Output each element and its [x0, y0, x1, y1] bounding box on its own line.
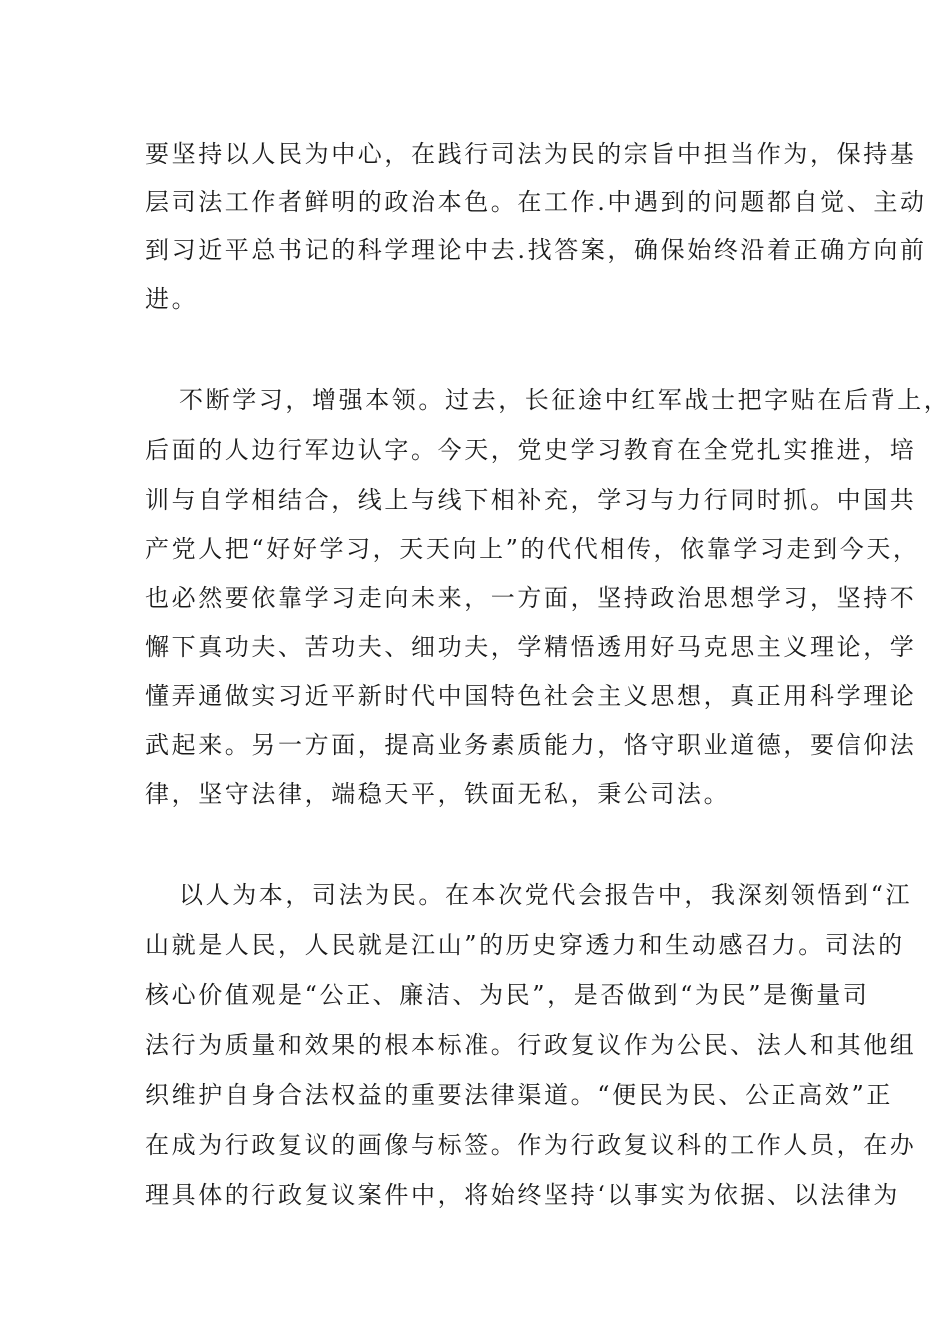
paragraph-3-line-1: 以人为本，司法为民。在本次党代会报告中，我深刻领悟到“江 — [179, 881, 913, 909]
paragraph-1-line-4: 进。 — [145, 285, 199, 313]
paragraph-3-line-3: 核心价值观是“公正、廉洁、为民”，是否做到“为民”是衡量司 — [145, 981, 870, 1009]
paragraph-2-line-5: 也必然要依靠学习走向未来，一方面，坚持政治思想学习，坚持不 — [145, 584, 917, 612]
paragraph-1-line-3: 到习近平总书记的科学理论中去.找答案，确保始终沿着正确方向前 — [145, 236, 927, 264]
paragraph-3-line-7: 理具体的行政复议案件中，将始终坚持‘以事实为依据、以法律为 — [145, 1181, 901, 1209]
paragraph-2-line-1: 不断学习，增强本领。过去，长征途中红军战士把字贴在后背上， — [179, 386, 950, 414]
paragraph-2-line-4: 产党人把“好好学习，天天向上”的代代相传，依靠学习走到今天， — [145, 535, 920, 563]
paragraph-2-line-9: 律，坚守法律，端稳天平，铁面无私，秉公司法。 — [145, 780, 731, 808]
paragraph-1-line-2: 层司法工作者鲜明的政治本色。在工作.中遇到的问题都自觉、主动 — [145, 188, 927, 216]
paragraph-3-line-6: 在成为行政复议的画像与标签。作为行政复议科的工作人员，在办 — [145, 1131, 917, 1159]
paragraph-2-line-2: 后面的人边行军边认字。今天，党史学习教育在全党扎实推进，培 — [145, 436, 917, 464]
paragraph-1-line-1: 要坚持以人民为中心，在践行司法为民的宗旨中担当作为，保持基 — [145, 140, 917, 168]
paragraph-3-line-5: 织维护自身合法权益的重要法律渠道。“便民为民、公正高效”正 — [145, 1081, 893, 1109]
paragraph-3-line-2: 山就是人民，人民就是江山”的历史穿透力和生动感召力。司法的 — [145, 931, 905, 959]
paragraph-3-line-4: 法行为质量和效果的根本标准。行政复议作为公民、法人和其他组 — [145, 1031, 917, 1059]
paragraph-2-line-6: 懈下真功夫、苦功夫、细功夫，学精悟透用好马克思主义理论，学 — [145, 633, 917, 661]
paragraph-2-line-8: 武起来。另一方面，提高业务素质能力，恪守职业道德，要信仰法 — [145, 731, 917, 759]
paragraph-2-line-3: 训与自学相结合，线上与线下相补充，学习与力行同时抓。中国共 — [145, 486, 917, 514]
paragraph-2-line-7: 懂弄通做实习近平新时代中国特色社会主义思想，真正用科学理论 — [145, 682, 917, 710]
